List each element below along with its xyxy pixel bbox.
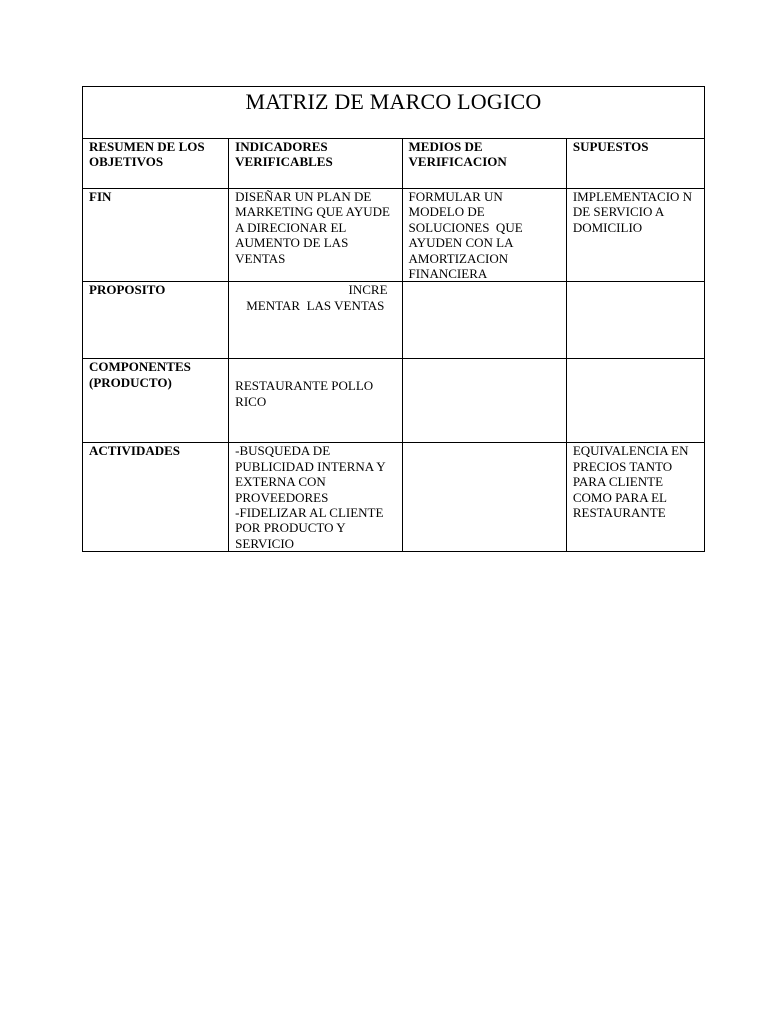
header-objetivos: RESUMEN DE LOS OBJETIVOS <box>89 139 208 170</box>
row-label-cell <box>83 282 229 359</box>
actividades-supuestos: EQUIVALENCIA EN PRECIOS TANTO PARA CLIENTE COMO PARA EL RESTAURANTE <box>572 443 692 521</box>
title-row <box>83 87 705 139</box>
proposito-indicadores-line2: MENTAR LAS VENTAS <box>246 297 385 313</box>
indicadores-cell <box>229 443 402 552</box>
supuestos-cell <box>566 443 704 552</box>
supuestos-cell <box>566 189 704 282</box>
matrix-title: MATRIZ DE MARCO LOGICO <box>245 89 542 114</box>
header-medios: MEDIOS DE VERIFICACION <box>408 139 507 170</box>
row-label-proposito: PROPOSITO <box>89 282 166 298</box>
fin-indicadores: DISEÑAR UN PLAN DE MARKETING QUE AYUDE A DIRECIONAR EL AUMENTO DE LAS VENTAS <box>235 189 393 266</box>
header-cell <box>402 139 566 189</box>
header-indicadores: INDICADORES VERIFICABLES <box>235 139 333 170</box>
row-label-fin: FIN <box>89 189 112 204</box>
row-label-cell <box>83 189 229 282</box>
indicadores-cell <box>229 359 402 443</box>
medios-cell <box>402 282 566 359</box>
medios-cell <box>402 359 566 443</box>
fin-medios: FORMULAR UN MODELO DE SOLUCIONES QUE AYUDEN CON LA AMORTIZACION FINANCIERA <box>408 189 526 282</box>
table-row-fin <box>83 189 705 282</box>
header-supuestos: SUPUESTOS <box>572 139 649 154</box>
supuestos-cell <box>566 282 704 359</box>
header-cell <box>566 139 704 189</box>
proposito-indicadores-line1: INCRE <box>348 282 388 298</box>
title-cell <box>83 87 705 139</box>
header-cell <box>229 139 402 189</box>
supuestos-cell <box>566 359 704 443</box>
actividades-indicadores-line2: -FIDELIZAR AL CLIENTE POR PRODUCTO Y SERVICIO <box>235 505 387 551</box>
row-label-componentes: COMPONENTES (PRODUCTO) <box>89 359 195 390</box>
table-row-proposito <box>83 282 705 359</box>
logical-framework-matrix <box>82 86 705 552</box>
table-row-actividades <box>83 443 705 552</box>
table-row-componentes <box>83 359 705 443</box>
header-row <box>83 139 705 189</box>
row-label-actividades: ACTIVIDADES <box>89 443 181 459</box>
fin-supuestos: IMPLEMENTACIO N DE SERVICIO A DOMICILIO <box>572 189 696 235</box>
row-label-cell <box>83 443 229 552</box>
indicadores-cell <box>229 189 402 282</box>
header-cell <box>83 139 229 189</box>
row-label-cell <box>83 359 229 443</box>
indicadores-cell <box>229 282 402 359</box>
medios-cell <box>402 189 566 282</box>
componentes-indicadores: RESTAURANTE POLLO RICO <box>235 378 377 409</box>
actividades-indicadores-line1: -BUSQUEDA DE PUBLICIDAD INTERNA Y EXTERNA CON PROVEEDORES <box>235 443 389 505</box>
medios-cell <box>402 443 566 552</box>
